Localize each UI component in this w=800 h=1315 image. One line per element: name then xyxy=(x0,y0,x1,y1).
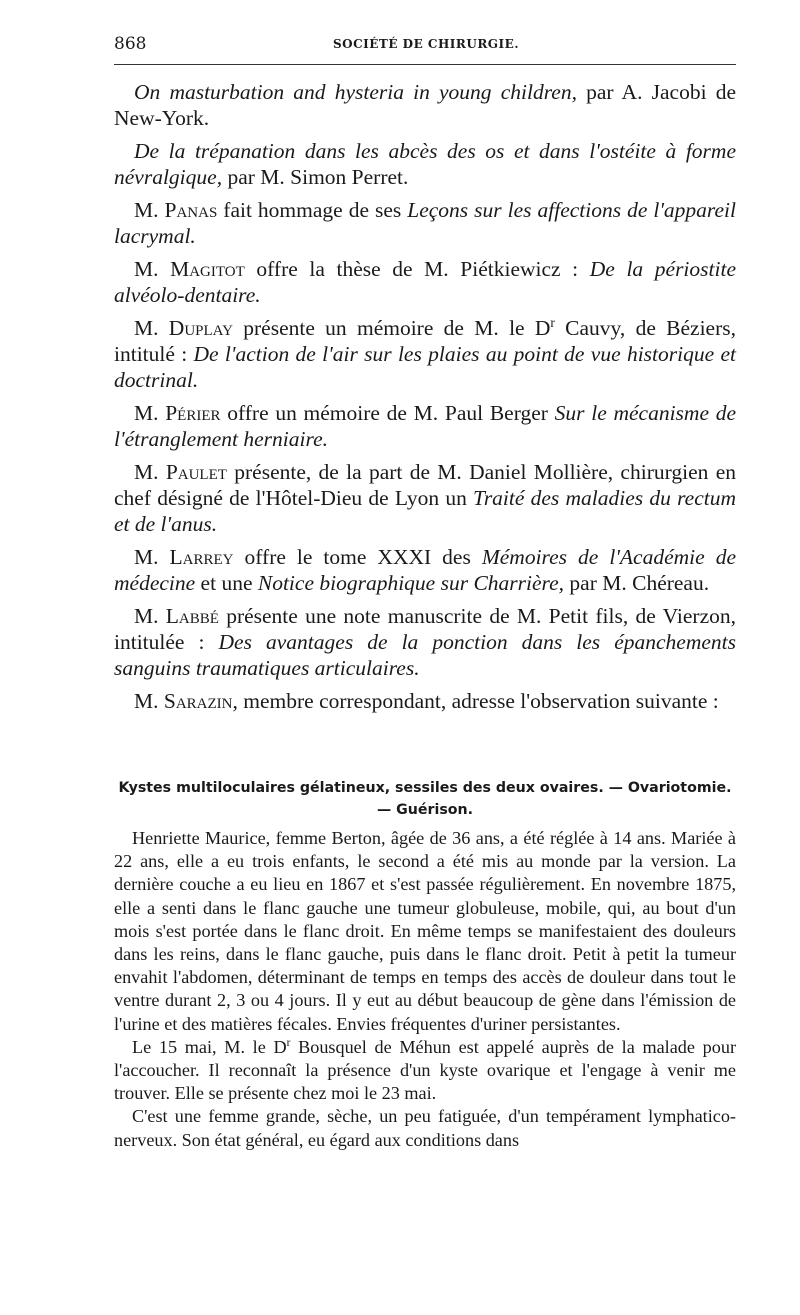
entry-text: par A. Jacobi de New-York. xyxy=(114,80,736,130)
case-text: Le 15 mai, M. le D xyxy=(132,1036,287,1057)
entry-text: fait hommage de ses xyxy=(217,198,408,223)
entry-title: Mémoires de l'Académie de médecine xyxy=(114,545,736,596)
page-number: 868 xyxy=(114,34,147,54)
entry-perret xyxy=(114,139,736,191)
entry-title: De la périostite alvéolo-dentaire. xyxy=(114,257,736,308)
entry-text: présente, de la part de M. Daniel Mollière, chirurgien en chef désigné de l'Hôtel-Dieu de Lyon un xyxy=(114,460,737,511)
page-header xyxy=(114,34,738,54)
entry-text: offre un mémoire de M. Paul Berger xyxy=(220,401,555,426)
doctor-superscript: r xyxy=(286,1036,291,1049)
entry-duplay xyxy=(114,316,736,393)
entry-text: par M. Chéreau. xyxy=(564,571,710,596)
entry-perier xyxy=(114,401,736,453)
entry-paulet xyxy=(114,460,736,537)
entry-text: Cauvy, de Béziers, intitulé : xyxy=(114,316,736,367)
entry-m: M. xyxy=(134,604,166,629)
entry-author: Larrey xyxy=(169,545,234,570)
entry-magitot xyxy=(114,257,736,309)
entry-author: Périer xyxy=(165,401,221,426)
running-head: SOCIÉTÉ DE CHIRURGIE. xyxy=(332,37,519,51)
entry-author: Paulet xyxy=(165,460,227,485)
entry-m: M. xyxy=(134,401,166,426)
entry-m: M. xyxy=(134,689,164,714)
entry-text: présente une note manuscrite de M. Petit fils, de Vierzon, intitulée : xyxy=(114,604,736,655)
entry-author: Panas xyxy=(164,198,218,223)
entry-text: , membre correspondant, adresse l'observation suivante : xyxy=(232,689,719,714)
entry-text: présente un mémoire de M. le D xyxy=(232,316,551,341)
entry-sarazin xyxy=(114,689,736,715)
entry-title: Sur le mécanisme de l'étranglement herniaire. xyxy=(114,401,736,452)
entry-m: M. xyxy=(134,316,169,341)
entry-labbe xyxy=(114,604,736,681)
entry-title: Des avantages de la ponction dans les épanchements sanguins traumatiques articulaires. xyxy=(114,630,737,680)
entry-text: par M. Simon Perret. xyxy=(222,164,409,189)
entry-title: De la trépanation dans les abcès des os et dans l'ostéite à forme névralgique, xyxy=(114,139,736,189)
entry-m: M. xyxy=(134,545,170,570)
entry-text: offre le tome XXXI des xyxy=(233,545,482,570)
entry-m: M. xyxy=(134,198,165,223)
entry-author: Duplay xyxy=(168,316,233,341)
entry-title: Traité des maladies du rectum et de l'anus. xyxy=(114,486,736,536)
doctor-superscript: r xyxy=(550,315,555,331)
announcements xyxy=(114,80,736,723)
entry-text: et une xyxy=(195,571,258,596)
entry-title: Leçons sur les affections de l'appareil lacrymal. xyxy=(114,198,736,248)
case-text: Bousquel de Méhun est appelé auprès de la malade pour l'accoucher. Il reconnaît la présence d'un kyste ovarique et l'engage à venir me trouver. Elle se présente chez moi le 23 mai. xyxy=(114,1036,737,1104)
entry-panas xyxy=(114,198,736,250)
case-paragraph: Henriette Maurice, femme Berton, âgée de 36 ans, a été réglée à 14 ans. Mariée à 22 ans, elle a eu trois enfants, le second a été mis au monde par la version. La dernière couche a eu lieu en 1867 et s'est passée régulièrement. En novembre 1875, elle a senti dans le flanc gauche une tumeur globuleuse, mobile, qui, au bout d'un mois s'est portée dans le flanc droit. En même temps se manifestaient des douleurs dans les reins, dans le flanc gauche, puis dans le flanc droit. Petit à petit la tumeur envahit l'abdomen, déterminant de temps en temps des accès de douleur dans tout le ventre durant 2, 3 ou 4 jours. Il y eut au début beaucoup de gène dans l'émission de l'urine et des matières fécales. Envies fréquentes d'uriner persistantes. xyxy=(114,828,736,1034)
entry-author: Labbé xyxy=(165,604,219,629)
entry-text: offre la thèse de M. Piétkiewicz : xyxy=(244,257,590,282)
case-paragraph: C'est une femme grande, sèche, un peu fatiguée, d'un tempérament lymphatico-nerveux. Son état général, eu égard aux conditions dans xyxy=(114,1106,736,1150)
entry-m: M. xyxy=(134,257,171,282)
entry-m: M. xyxy=(134,460,166,485)
entry-author: Magitot xyxy=(170,257,245,282)
entry-jacobi xyxy=(114,80,736,132)
entry-author: Sarazin xyxy=(163,689,233,714)
case-report xyxy=(114,827,736,1152)
entry-title: On masturbation and hysteria in young children, xyxy=(134,80,577,104)
entry-title: De l'action de l'air sur les plaies au point de vue historique et doctrinal. xyxy=(114,342,736,392)
header-rule xyxy=(114,64,736,65)
section-title: Kystes multiloculaires gélatineux, sessiles des deux ovaires. — Ovariotomie. — Guérison. xyxy=(118,780,732,818)
case-paragraph xyxy=(114,1036,736,1106)
entry-larrey xyxy=(114,545,736,597)
entry-title: Notice biographique sur Charrière, xyxy=(257,571,565,596)
